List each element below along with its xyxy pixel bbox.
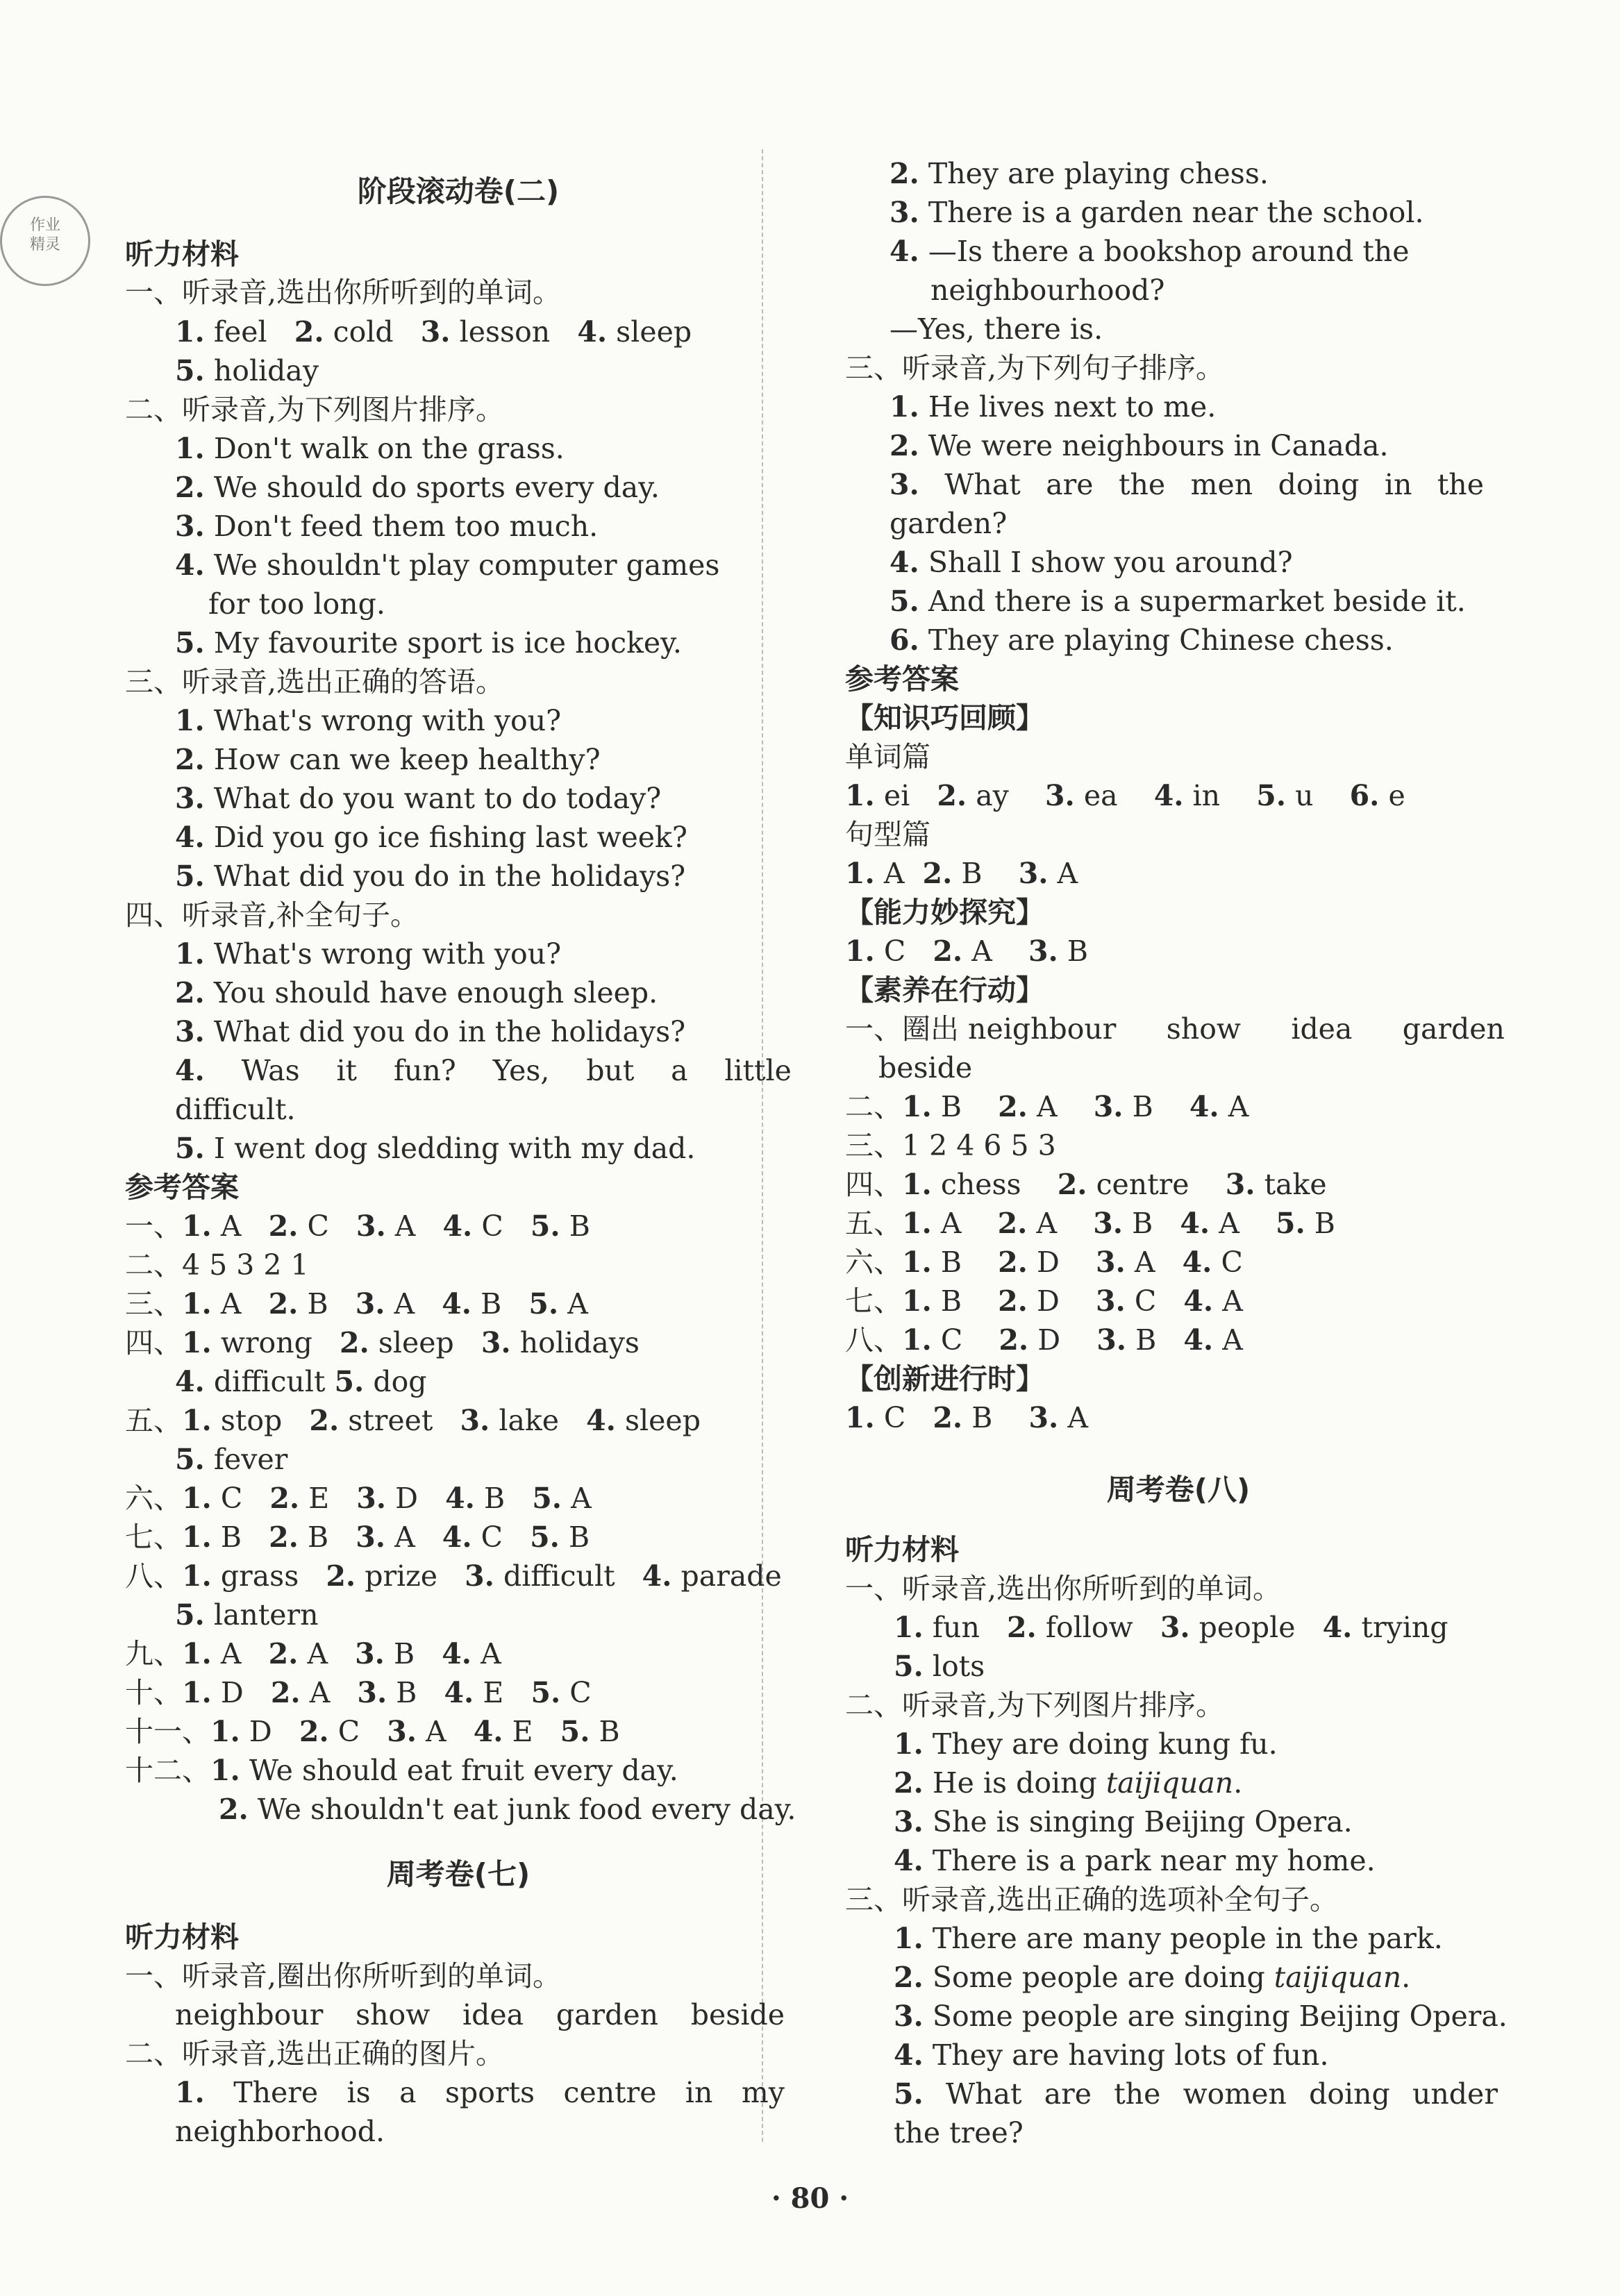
list-item: 3. Some people are singing Beijing Opera. xyxy=(894,2000,1508,2033)
list-item: 4. Shall I show you around? xyxy=(890,546,1293,579)
answer-line: 1. C 2. B 3. A xyxy=(845,1401,1088,1434)
answer-line: 二、4 5 3 2 1 xyxy=(125,1248,309,1282)
listening-heading: 听力材料 xyxy=(125,237,239,271)
list-item: 4. They are having lots of fun. xyxy=(894,2038,1329,2072)
page-number: · 80 · xyxy=(771,2182,849,2215)
question-heading: 二、听录音,为下列图片排序。 xyxy=(845,1689,1225,1722)
list-item: 3. What did you do in the holidays? xyxy=(175,1015,686,1048)
answer-line: 1. C 2. A 3. B xyxy=(845,935,1088,968)
answer-line: 四、1. chess 2. centre 3. take xyxy=(845,1168,1327,1201)
answer-line: 4. difficult 5. dog xyxy=(175,1365,427,1398)
answers-heading: 参考答案 xyxy=(125,1171,239,1204)
answers-heading: 参考答案 xyxy=(845,662,959,696)
answer-line: 5. holiday xyxy=(175,354,319,387)
list-item: 2. They are playing chess. xyxy=(890,157,1269,190)
section-title: 周考卷(七) xyxy=(386,1857,531,1891)
answer-line: 5. lots xyxy=(894,1650,985,1683)
answer-line: 五、1. A 2. A 3. B 4. A 5. B xyxy=(845,1207,1335,1240)
answer-line: 一、圈出 neighbour show idea garden xyxy=(845,1012,1505,1046)
list-item: 1. He lives next to me. xyxy=(890,390,1217,424)
answer-line: 七、1. B 2. D 3. C 4. A xyxy=(845,1284,1243,1318)
question-heading: 一、听录音,选出你所听到的单词。 xyxy=(845,1572,1282,1605)
list-item-continued: for too long. xyxy=(208,587,385,621)
list-item-justified: 1. There is a sports centre in my xyxy=(175,2076,785,2109)
answer-line: 二、1. B 2. A 3. B 4. A xyxy=(845,1090,1249,1123)
stamp-text-1: 作业 xyxy=(29,217,60,234)
question-heading: 二、听录音,为下列图片排序。 xyxy=(125,393,505,426)
section-title: 周考卷(八) xyxy=(1106,1473,1251,1507)
answer-line: 1. ei 2. ay 3. ea 4. in 5. u 6. e xyxy=(845,779,1405,812)
list-item: 3. Don't feed them too much. xyxy=(175,510,599,543)
list-item: 2. How can we keep healthy? xyxy=(175,743,601,776)
list-item: 1. They are doing kung fu. xyxy=(894,1727,1278,1761)
innovation-heading: 【创新进行时】 xyxy=(845,1362,1044,1396)
list-item: 2. You should have enough sleep. xyxy=(175,976,658,1009)
answer-line: 十、1. D 2. A 3. B 4. E 5. C xyxy=(125,1676,592,1709)
answer-line: 1. feel 2. cold 3. lesson 4. sleep xyxy=(175,315,692,349)
stamp-text-2: 精灵 xyxy=(29,236,60,253)
list-item: 1. Don't walk on the grass. xyxy=(175,432,565,465)
list-item: 4. Did you go ice fishing last week? xyxy=(175,821,687,854)
answer-line: 1. A 2. B 3. A xyxy=(845,857,1078,890)
list-item: 2. Some people are doing taijiquan. xyxy=(894,1961,1411,1994)
review-heading: 【知识巧回顾】 xyxy=(845,701,1044,735)
list-item: 5. What did you do in the holidays? xyxy=(175,860,686,893)
answer-line: 1. fun 2. follow 3. people 4. trying xyxy=(894,1611,1448,1644)
question-heading: 三、听录音,选出正确的答语。 xyxy=(125,665,505,698)
question-heading: 三、听录音,选出正确的选项补全句子。 xyxy=(845,1883,1339,1916)
list-item: 5. And there is a supermarket beside it. xyxy=(890,585,1466,618)
explore-heading: 【能力妙探究】 xyxy=(845,896,1044,929)
answer-line: 六、1. B 2. D 3. A 4. C xyxy=(845,1246,1243,1279)
list-item: 3. She is singing Beijing Opera. xyxy=(894,1805,1353,1838)
list-item: 1. There are many people in the park. xyxy=(894,1922,1443,1955)
answer-line: 5. fever xyxy=(175,1443,288,1476)
answer-line: 2. We shouldn't eat junk food every day. xyxy=(219,1793,796,1826)
list-item-continued: garden? xyxy=(890,507,1008,540)
list-item: 4. There is a park near my home. xyxy=(894,1844,1376,1877)
answer-line: 一、1. A 2. C 3. A 4. C 5. B xyxy=(125,1209,590,1243)
homework-stamp-logo xyxy=(0,196,90,286)
list-item-continued: difficult. xyxy=(175,1093,296,1126)
action-heading: 【素养在行动】 xyxy=(845,973,1044,1007)
answer-line: 八、1. C 2. D 3. B 4. A xyxy=(845,1323,1243,1357)
list-item: 2. We were neighbours in Canada. xyxy=(890,429,1389,462)
list-item-continued: the tree? xyxy=(894,2116,1024,2150)
answer-line: 十二、1. We should eat fruit every day. xyxy=(125,1754,678,1787)
answer-line: 七、1. B 2. B 3. A 4. C 5. B xyxy=(125,1520,590,1554)
sentences-label: 句型篇 xyxy=(845,818,930,851)
list-item: 1. What's wrong with you? xyxy=(175,937,562,971)
question-heading: 三、听录音,为下列句子排序。 xyxy=(845,351,1225,385)
answer-line: beside xyxy=(878,1051,973,1084)
list-item: 6. They are playing Chinese chess. xyxy=(890,623,1394,657)
question-heading: 四、听录音,补全句子。 xyxy=(125,898,419,932)
section-title: 阶段滚动卷(二) xyxy=(357,174,560,208)
words-label: 单词篇 xyxy=(845,740,930,773)
list-item-reply: —Yes, there is. xyxy=(890,312,1103,346)
answer-line: 三、1. A 2. B 3. A 4. B 5. A xyxy=(125,1287,588,1321)
answer-line: 四、1. wrong 2. sleep 3. holidays xyxy=(125,1326,640,1359)
list-item: 4. —Is there a bookshop around the xyxy=(890,235,1410,268)
list-item: 3. What do you want to do today? xyxy=(175,782,662,815)
answer-line: 三、1 2 4 6 5 3 xyxy=(845,1129,1056,1162)
answer-line: 六、1. C 2. E 3. D 4. B 5. A xyxy=(125,1482,592,1515)
question-heading: 一、听录音,选出你所听到的单词。 xyxy=(125,276,562,309)
listening-heading: 听力材料 xyxy=(125,1920,239,1954)
answer-line: 五、1. stop 2. street 3. lake 4. sleep xyxy=(125,1404,701,1437)
list-item-continued: neighbourhood? xyxy=(930,274,1165,307)
list-item-continued: neighborhood. xyxy=(175,2115,385,2148)
word-list: neighbour show idea garden beside xyxy=(175,1998,785,2031)
answer-line: 九、1. A 2. A 3. B 4. A xyxy=(125,1637,501,1670)
list-item-justified: 5. What are the women doing under xyxy=(894,2077,1498,2111)
answer-line: 5. lantern xyxy=(175,1598,319,1632)
answer-line: 十一、1. D 2. C 3. A 4. E 5. B xyxy=(125,1715,620,1748)
list-item-justified: 3. What are the men doing in the xyxy=(890,468,1484,501)
question-heading: 一、听录音,圈出你所听到的单词。 xyxy=(125,1959,562,1993)
list-item-justified: 4. Was it fun? Yes, but a little xyxy=(175,1054,792,1087)
list-item: 2. We should do sports every day. xyxy=(175,471,660,504)
list-item: 5. My favourite sport is ice hockey. xyxy=(175,626,682,660)
list-item: 2. He is doing taijiquan. xyxy=(894,1766,1243,1800)
listening-heading: 听力材料 xyxy=(845,1533,959,1566)
answer-line: 八、1. grass 2. prize 3. difficult 4. parade xyxy=(125,1559,782,1593)
list-item: 4. We shouldn't play computer games xyxy=(175,548,720,582)
list-item: 3. There is a garden near the school. xyxy=(890,196,1424,229)
question-heading: 二、听录音,选出正确的图片。 xyxy=(125,2037,505,2070)
list-item: 5. I went dog sledding with my dad. xyxy=(175,1132,696,1165)
list-item: 1. What's wrong with you? xyxy=(175,704,562,737)
